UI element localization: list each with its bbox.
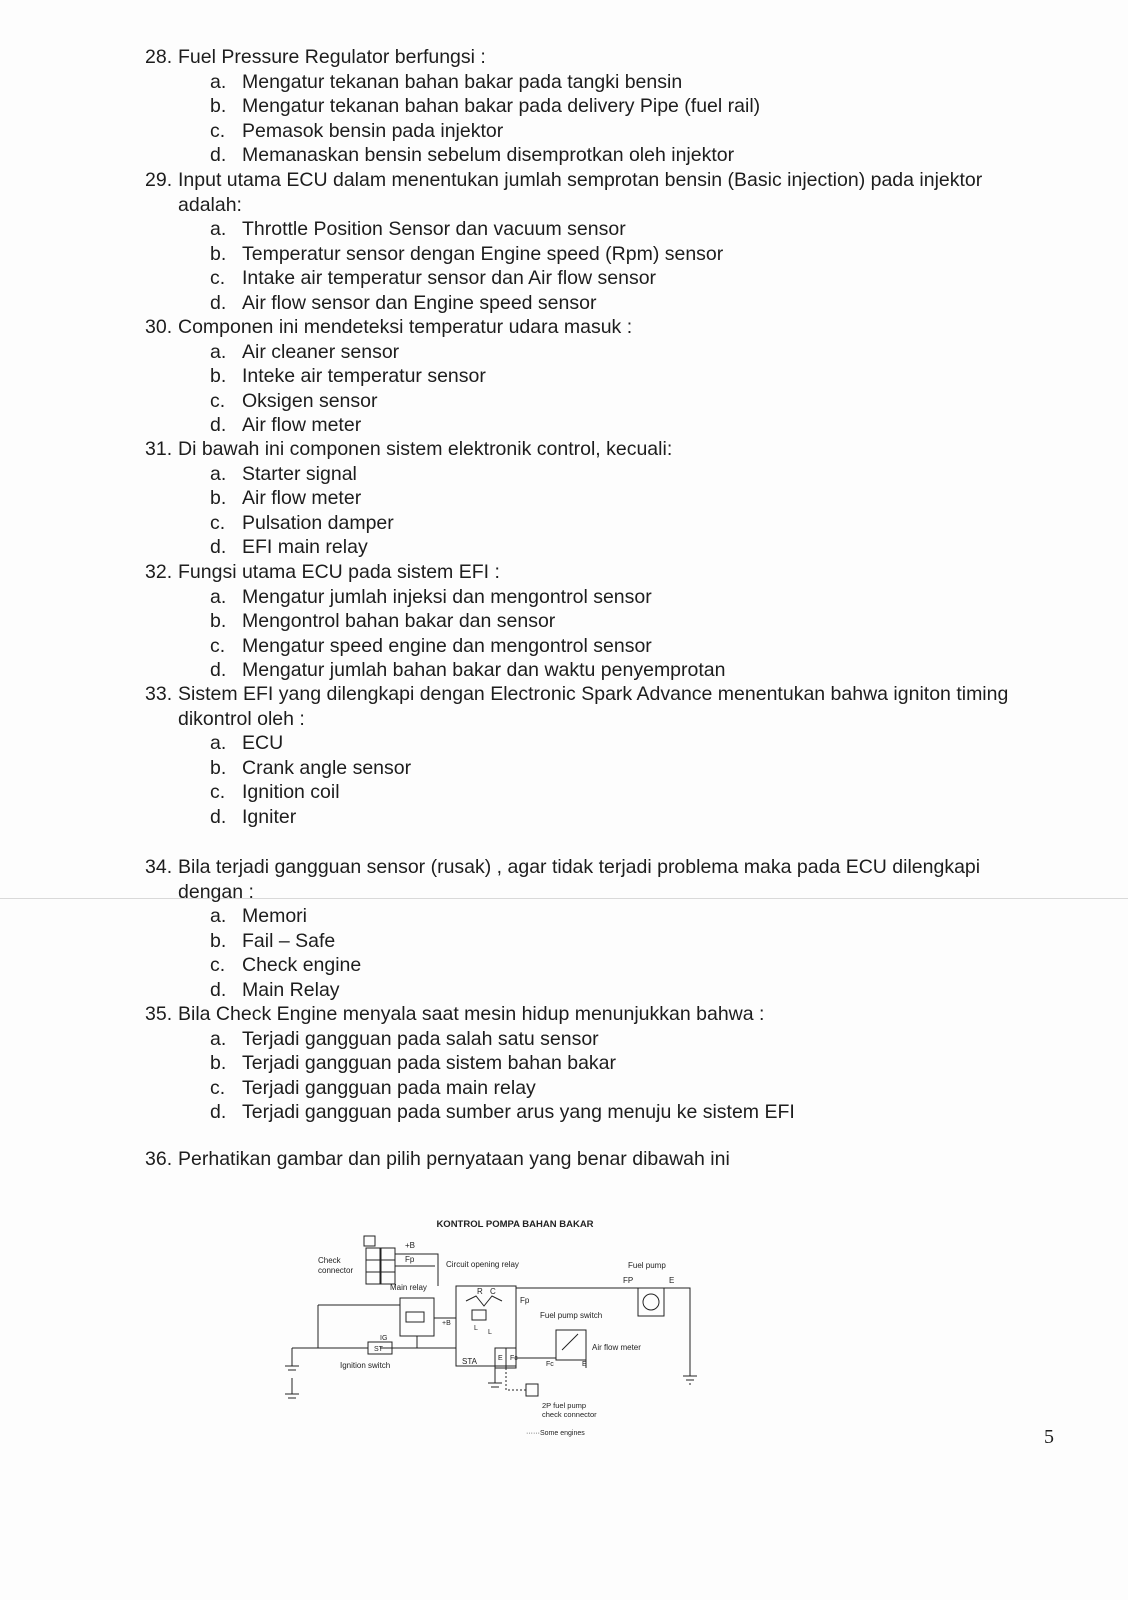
relay-l2-label: L: [488, 1329, 492, 1336]
option-d: d. Air flow meter: [210, 414, 362, 437]
fuel-pump-switch-label: Fuel pump switch: [540, 1311, 603, 1320]
relay-c-label: C: [490, 1287, 496, 1296]
question-number: 35.: [145, 1003, 173, 1025]
main-relay-label: Main relay: [390, 1283, 427, 1292]
option-c: c. Intake air temperatur sensor dan Air flow sensor: [210, 267, 657, 290]
page-number: 5: [1044, 1426, 1054, 1448]
option-b: b. Mengatur tekanan bahan bakar pada delivery Pipe (fuel rail): [210, 95, 761, 118]
circuit-opening-relay: [395, 1254, 516, 1366]
question-32: [145, 560, 1045, 683]
option-c: c. Pemasok bensin pada injektor: [210, 119, 504, 142]
plus-b-label: +B: [405, 1241, 416, 1250]
afm-fc-label: Fc: [546, 1361, 554, 1368]
option-a: a. Mengatur jumlah injeksi dan mengontrol sensor: [210, 585, 652, 608]
option-d: d. Main Relay: [210, 978, 340, 1001]
question-31: [145, 437, 1045, 560]
option-a: a. Terjadi gangguan pada salah satu sensor: [210, 1027, 599, 1050]
check-connector-2p-label-2: check connector: [542, 1410, 597, 1419]
question-stem: Bila Check Engine menyala saat mesin hidup menunjukkan bahwa :: [178, 1003, 765, 1025]
circuit-opening-relay-label: Circuit opening relay: [446, 1260, 519, 1269]
check-connector-label-2: connector: [318, 1266, 354, 1275]
question-stem: Di bawah ini componen sistem elektronik control, kecuali:: [178, 438, 673, 460]
ignition-switch-label: Ignition switch: [340, 1361, 391, 1370]
check-connector-icon: [364, 1236, 395, 1284]
question-35: [145, 1002, 1045, 1125]
option-c: c. Check engine: [210, 954, 362, 977]
relay-fp-label: Fp: [520, 1296, 530, 1305]
air-flow-meter-label: Air flow meter: [592, 1343, 641, 1352]
st-label: ST: [374, 1346, 383, 1353]
relay-r-label: R: [477, 1287, 483, 1296]
option-a: a. Starter signal: [210, 462, 357, 485]
fuel-pump-e-label: E: [669, 1276, 675, 1285]
option-c: c. Terjadi gangguan pada main relay: [210, 1076, 536, 1099]
fuel-pump-fp-label: FP: [623, 1276, 634, 1285]
question-36: [145, 1147, 1045, 1172]
question-stem: Input utama ECU dalam menentukan jumlah semprotan bensin (Basic injection) pada injektor adalah:: [178, 169, 983, 216]
ignition-switch-icon: [285, 1305, 456, 1398]
question-number: 28.: [145, 46, 173, 68]
option-a: a. Mengatur tekanan bahan bakar pada tangki bensin: [210, 70, 683, 93]
question-stem: Fungsi utama ECU pada sistem EFI :: [178, 561, 500, 583]
question-number: 36.: [145, 1148, 173, 1170]
fuel-pump-control-diagram: [280, 1218, 720, 1468]
question-stem: Perhatikan gambar dan pilih pernyataan yang benar dibawah ini: [178, 1148, 730, 1170]
question-33: [145, 682, 1045, 830]
ig-label: IG: [380, 1335, 388, 1342]
option-a: a. ECU: [210, 732, 284, 755]
question-number: 32.: [145, 561, 173, 583]
relay-l1-label: L: [474, 1325, 478, 1332]
option-c: c. Oksigen sensor: [210, 389, 378, 412]
option-d: d. Igniter: [210, 805, 297, 828]
question-stem: Fuel Pressure Regulator berfungsi :: [178, 46, 486, 68]
question-stem: Componen ini mendeteksi temperatur udara masuk :: [178, 316, 633, 338]
option-c: c. Ignition coil: [210, 781, 340, 804]
question-30: [145, 315, 1045, 438]
option-b: b. Mengontrol bahan bakar dan sensor: [210, 610, 556, 633]
question-stem: Sistem EFI yang dilengkapi dengan Electronic Spark Advance menentukan bahwa igniton timing dikontrol oleh :: [178, 683, 1009, 730]
afm-e-label: E: [582, 1361, 587, 1368]
option-d: d. Mengatur jumlah bahan bakar dan waktu penyemprotan: [210, 659, 726, 682]
question-number: 34.: [145, 856, 173, 878]
e-label: E: [498, 1355, 503, 1362]
option-d: d. EFI main relay: [210, 536, 368, 559]
question-stem: Bila terjadi gangguan sensor (rusak) , agar tidak terjadi problema maka pada ECU dilengkapi dengan :: [178, 856, 981, 903]
option-c: c. Mengatur speed engine dan mengontrol sensor: [210, 634, 652, 657]
question-29: [145, 168, 1045, 316]
option-b: b. Fail – Safe: [210, 929, 336, 952]
option-a: a. Air cleaner sensor: [210, 340, 400, 363]
option-d: d. Air flow sensor dan Engine speed sensor: [210, 291, 597, 314]
question-number: 33.: [145, 683, 173, 705]
fuel-pump-icon: [516, 1288, 697, 1384]
question-number: 30.: [145, 316, 173, 338]
sta-label: STA: [462, 1357, 477, 1366]
question-number: 31.: [145, 438, 173, 460]
option-b: b. Air flow meter: [210, 487, 362, 510]
option-a: a. Throttle Position Sensor dan vacuum sensor: [210, 218, 626, 241]
option-b: b. Terjadi gangguan pada sistem bahan bakar: [210, 1052, 617, 1075]
option-b: b. Temperatur sensor dengan Engine speed (Rpm) sensor: [210, 242, 724, 265]
diagram-title: KONTROL POMPA BAHAN BAKAR: [436, 1219, 594, 1230]
question-34: [145, 855, 1045, 1003]
option-d: d. Memanaskan bensin sebelum disemprotkan oleh injektor: [210, 144, 735, 167]
question-number: 29.: [145, 169, 173, 191]
fuel-pump-label: Fuel pump: [628, 1261, 666, 1270]
option-a: a. Memori: [210, 905, 308, 928]
option-b: b. Crank angle sensor: [210, 756, 412, 779]
option-c: c. Pulsation damper: [210, 511, 394, 534]
fp-label: Fp: [405, 1255, 415, 1264]
some-engines-note: ······Some engines: [526, 1430, 585, 1437]
main-relay-plus-b-label: +B: [442, 1320, 451, 1327]
option-d: d. Terjadi gangguan pada sumber arus yang menuju ke sistem EFI: [210, 1101, 795, 1124]
option-b: b. Inteke air temperatur sensor: [210, 365, 486, 388]
check-connector-label: Check: [318, 1256, 341, 1265]
fc-label: Fc: [510, 1355, 518, 1362]
check-connector-2p-label: 2P fuel pump: [542, 1401, 587, 1410]
question-28: [145, 45, 1045, 168]
